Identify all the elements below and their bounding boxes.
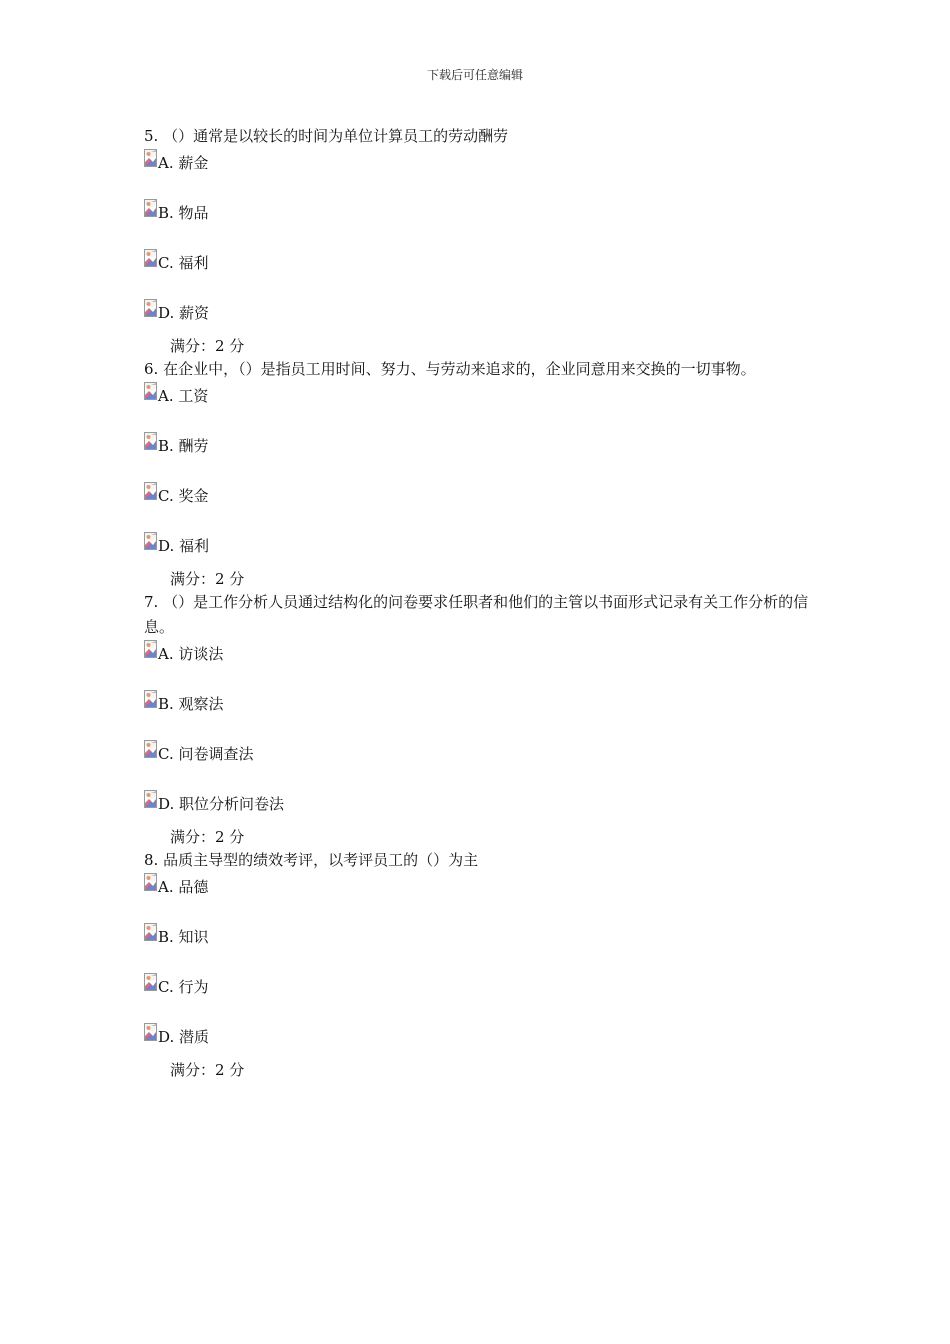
score-text: 满分：2 分	[170, 1061, 245, 1079]
option-label: D. 薪资	[158, 304, 210, 322]
question-8	[144, 848, 814, 1081]
broken-image-icon	[144, 1023, 157, 1041]
broken-image-icon	[144, 249, 157, 267]
option-label: B. 物品	[158, 204, 209, 222]
question-6-text: 6. 在企业中，（）是指员工用时间、努力、与劳动来追求的，企业同意用来交换的一切事物。	[144, 360, 756, 378]
question-6	[144, 357, 814, 590]
broken-image-icon	[144, 149, 157, 167]
option-label: A. 品德	[158, 878, 209, 896]
option-8c[interactable]	[144, 973, 814, 1023]
option-label: A. 访谈法	[158, 645, 224, 663]
question-5	[144, 124, 814, 357]
page-header: 下载后可任意编辑	[426, 68, 523, 82]
option-5a[interactable]	[144, 149, 814, 199]
broken-image-icon	[144, 873, 157, 891]
option-label: D. 潜质	[158, 1028, 210, 1046]
option-6c[interactable]	[144, 482, 814, 532]
option-8b[interactable]	[144, 923, 814, 973]
option-7c[interactable]	[144, 740, 814, 790]
broken-image-icon	[144, 432, 157, 450]
option-6a[interactable]	[144, 382, 814, 432]
option-label: A. 薪金	[158, 154, 209, 172]
option-label: B. 酬劳	[158, 437, 209, 455]
option-5c[interactable]	[144, 249, 814, 299]
score-text: 满分：2 分	[170, 570, 245, 588]
option-label: C. 问卷调查法	[158, 745, 254, 763]
option-7b[interactable]	[144, 690, 814, 740]
option-8a[interactable]	[144, 873, 814, 923]
broken-image-icon	[144, 532, 157, 550]
option-label: D. 职位分析问卷法	[158, 795, 285, 813]
question-list	[144, 124, 814, 1081]
option-label: B. 知识	[158, 928, 209, 946]
option-label: B. 观察法	[158, 695, 224, 713]
score-text: 满分：2 分	[170, 337, 245, 355]
broken-image-icon	[144, 790, 157, 808]
broken-image-icon	[144, 299, 157, 317]
option-7a[interactable]	[144, 640, 814, 690]
option-label: C. 福利	[158, 254, 209, 272]
option-6b[interactable]	[144, 432, 814, 482]
broken-image-icon	[144, 923, 157, 941]
option-label: C. 行为	[158, 978, 209, 996]
option-5b[interactable]	[144, 199, 814, 249]
option-label: A. 工资	[158, 387, 209, 405]
broken-image-icon	[144, 740, 157, 758]
option-label: C. 奖金	[158, 487, 209, 505]
broken-image-icon	[144, 382, 157, 400]
broken-image-icon	[144, 482, 157, 500]
option-label: D. 福利	[158, 537, 210, 555]
broken-image-icon	[144, 640, 157, 658]
question-5-text: 5. （）通常是以较长的时间为单位计算员工的劳动酬劳	[144, 127, 509, 145]
question-8-text: 8. 品质主导型的绩效考评，以考评员工的（）为主	[144, 851, 479, 869]
broken-image-icon	[144, 690, 157, 708]
score-text: 满分：2 分	[170, 828, 245, 846]
question-7-text: 7. （）是工作分析人员通过结构化的问卷要求任职者和他们的主管以书面形式记录有关工作分析的信息。	[144, 593, 809, 636]
broken-image-icon	[144, 973, 157, 991]
broken-image-icon	[144, 199, 157, 217]
question-7	[144, 590, 814, 848]
